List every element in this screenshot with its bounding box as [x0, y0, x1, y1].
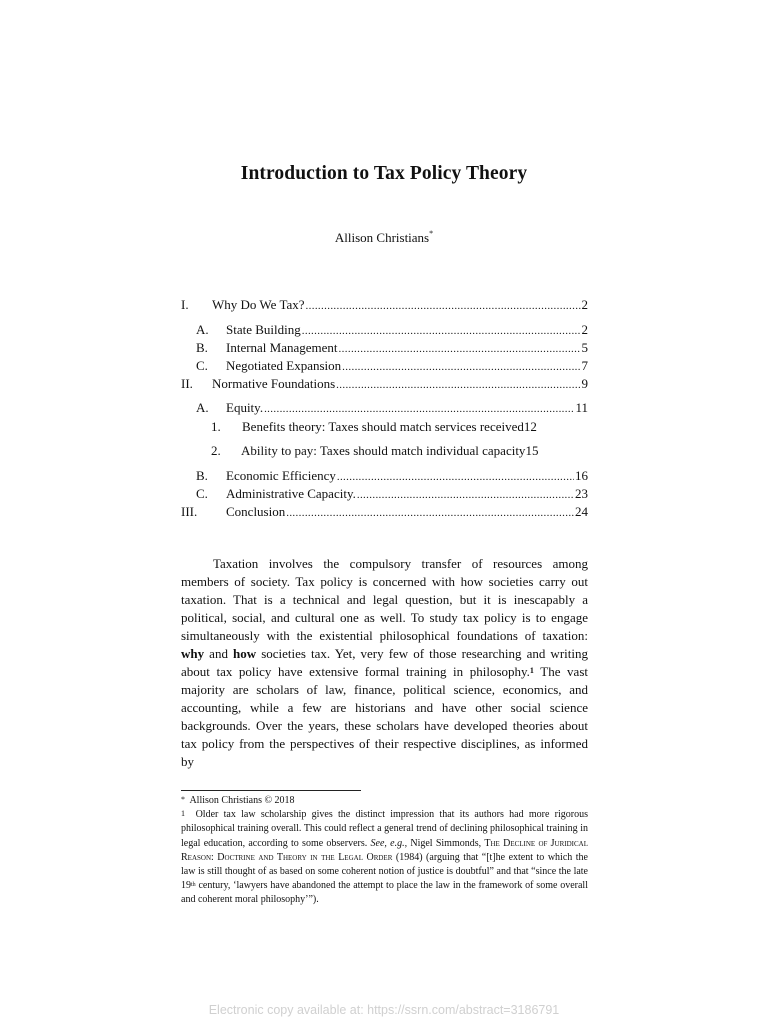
toc-number: C. [196, 358, 208, 373]
toc-entry [196, 486, 588, 503]
toc-leader [342, 359, 580, 375]
emphasis-why: why [181, 646, 205, 661]
footnote-book-title: The Decline of Juridical Reason: Doctrine and Theory in the Legal Order [181, 837, 588, 863]
body-text-3: The vast majority are scholars of law, finance, political science, economics, and accounting, while a few are historians and have other social science backgrounds. Over the years, these scholars have developed theories about tax policy from the perspectives of their respective disciplines, as informed by [181, 664, 588, 769]
toc-title: Internal Management [226, 340, 338, 355]
footnote-text: Older tax law scholarship gives the distinct impression that its authors had more rigorous philosophical training overall. This could reflect a general trend of declining philosophical training in legal education, according to some observers. [181, 809, 589, 849]
toc-title: Normative Foundations [212, 376, 336, 391]
toc-leader [306, 298, 581, 314]
toc-page-number: 15 [525, 443, 539, 458]
footnote-star [181, 794, 588, 808]
toc-entry [181, 504, 588, 521]
toc-leader [286, 505, 574, 521]
toc-title: Benefits theory: Taxes should match services received [242, 419, 524, 434]
toc-page-number: 23 [575, 486, 588, 501]
toc-number: 1. [211, 419, 221, 434]
footnote-text: century, ‘lawyers have abandoned the attempt to place the law in the framework of some overall and coherent moral philosophy’”). [181, 880, 588, 906]
toc-page-number: 2 [581, 297, 588, 312]
body-text-2: societies tax. Yet, very few of those researching and writing about tax policy have extensive formal training in philosophy. [181, 646, 588, 679]
body-paragraph [181, 555, 588, 771]
footnote-text: Allison Christians © 2018 [189, 795, 295, 806]
toc-entry [181, 297, 588, 314]
toc-number: B. [196, 468, 208, 483]
author-footnote-marker: * [429, 229, 434, 238]
toc-number: III. [181, 504, 198, 519]
toc-number: A. [196, 400, 209, 415]
toc-number: 2. [211, 443, 221, 458]
footnote-marker: 1 [181, 809, 185, 819]
toc-title: Negotiated Expansion [226, 358, 342, 373]
toc-entry [196, 340, 588, 357]
paper-title: Introduction to Tax Policy Theory [240, 163, 528, 184]
toc-title: Conclusion [226, 504, 286, 519]
toc-title: Equity. [226, 400, 264, 415]
toc-leader [337, 469, 574, 485]
toc-title: Ability to pay: Taxes should match individual capacity [241, 443, 526, 458]
toc-number: I. [181, 297, 189, 312]
toc-page-number: 2 [581, 322, 588, 337]
intro-paragraph [181, 555, 588, 771]
footnote-separator [181, 790, 361, 791]
toc-entry [196, 468, 588, 485]
toc-title: State Building [226, 322, 301, 337]
footnote-1 [181, 808, 588, 907]
footnote-text: (1984) (arguing that “[t]he extent to which the law is still thought of as based on some coherent notion of justice is doubtful” and that “since the late 19 [181, 851, 588, 892]
toc-entry [196, 400, 588, 417]
toc-number: II. [181, 376, 193, 391]
author-name: Allison Christians [334, 230, 430, 245]
footnote-signal: See, e.g., [370, 837, 408, 849]
toc-page-number: 9 [581, 376, 588, 391]
author-line [0, 230, 768, 246]
body-text-and: and [204, 646, 234, 661]
toc-number: A. [196, 322, 209, 337]
toc-entry [211, 443, 588, 459]
footnote-text: Nigel Simmonds, [407, 837, 485, 849]
toc-page-number: 12 [523, 419, 537, 434]
toc-entry [196, 322, 588, 339]
toc-leader [264, 401, 574, 417]
body-text-1: Taxation involves the compulsory transfer of resources among members of society. Tax policy is concerned with how societies carry out taxation. That is a technical and legal question, but it is inescapably a political, social, and cultural one as well. To study tax policy is to engage simultaneously with the existential philosophical foundations of taxation: [181, 556, 588, 643]
footnote-marker: * [181, 795, 185, 804]
toc-leader [302, 323, 581, 339]
toc-leader [336, 377, 580, 393]
toc-page-number: 5 [581, 340, 588, 355]
footnote-reference[interactable]: 1 [529, 666, 534, 675]
ssrn-watermark: Electronic copy available at: https://ssrn.com/abstract=3186791 [208, 1003, 560, 1017]
toc-title: Economic Efficiency [226, 468, 336, 483]
footnote-superscript: th [191, 882, 196, 889]
toc-entry [196, 358, 588, 375]
toc-title: Why Do We Tax? [212, 297, 305, 312]
toc-entry [181, 376, 588, 393]
toc-leader [339, 341, 581, 357]
toc-leader [357, 487, 574, 503]
toc-entry [211, 419, 588, 435]
toc-page-number: 7 [581, 358, 588, 373]
toc-title: Administrative Capacity. [226, 486, 356, 501]
toc-page-number: 11 [575, 400, 588, 415]
toc-page-number: 16 [575, 468, 588, 483]
toc-number: B. [196, 340, 208, 355]
footnotes [181, 794, 588, 908]
emphasis-how: how [233, 646, 257, 661]
toc-page-number: 24 [575, 504, 588, 519]
toc-number: C. [196, 486, 208, 501]
